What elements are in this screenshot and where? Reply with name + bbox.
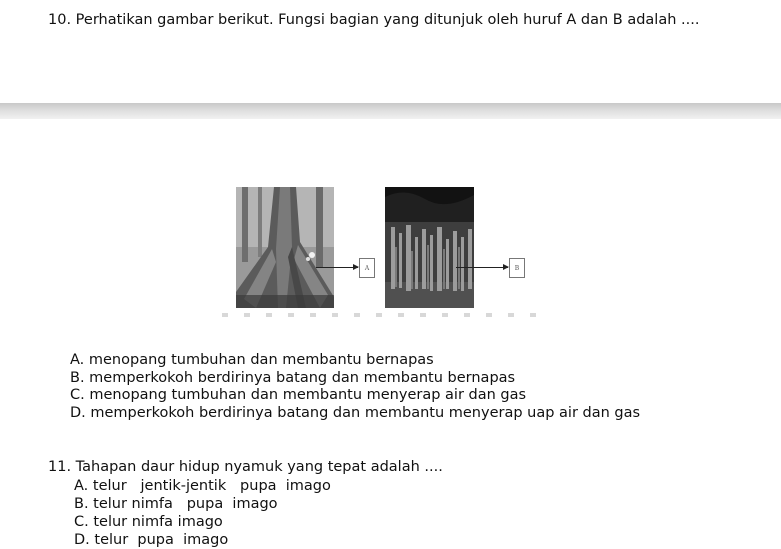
option-c[interactable]: C. telur nimfa imago (74, 514, 223, 530)
option-b[interactable]: B. telur nimfa pupa imago (74, 496, 278, 512)
label-b-box: B (509, 258, 525, 278)
option-a[interactable]: A. telur jentik-jentik pupa imago (74, 478, 331, 494)
question-10-options (70, 352, 640, 423)
option-d[interactable]: D. telur pupa imago (74, 532, 229, 548)
root-figure (220, 185, 550, 325)
arrow-b-icon (456, 267, 508, 268)
section-divider (0, 103, 781, 119)
option-d[interactable]: D. memperkokoh berdirinya batang dan membantu menyerap uap air dan gas (70, 405, 641, 422)
option-b[interactable]: B. memperkokoh berdirinya batang dan membantu bernapas (70, 369, 516, 386)
pneumatophore-root-photo (385, 187, 474, 308)
question-10-text: 10. Perhatikan gambar berikut. Fungsi bagian yang ditunjuk oleh huruf A dan B adalah .... (48, 12, 700, 28)
faint-caption-line (222, 313, 542, 317)
option-a[interactable]: A. menopang tumbuhan dan membantu bernapas (70, 352, 434, 368)
option-c[interactable]: C. menopang tumbuhan dan membantu menyerap air dan gas (70, 387, 527, 404)
question-11-text: 11. Tahapan daur hidup nyamuk yang tepat adalah .... (48, 459, 443, 475)
buttress-root-photo (236, 187, 334, 308)
arrow-a-icon (316, 267, 358, 268)
label-a-box: A (359, 258, 375, 278)
question-11-options (74, 477, 331, 549)
